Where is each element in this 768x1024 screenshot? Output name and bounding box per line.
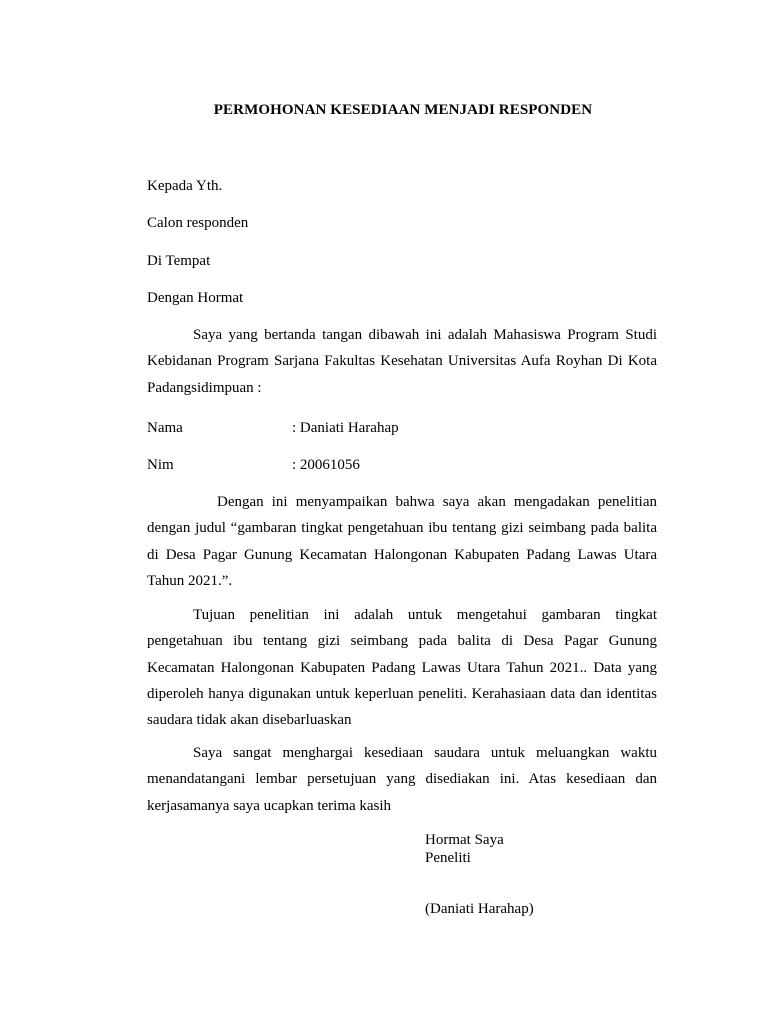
intro-paragraph: Saya yang bertanda tangan dibawah ini adalah Mahasiswa Program Studi Kebidanan Program Sarjana Fakultas Kesehatan Universitas Aufa Royhan Di Kota Padangsidimpuan : [147, 327, 657, 396]
field-value-nama: : Daniati Harahap [292, 420, 399, 436]
address-to: Kepada Yth. [147, 178, 223, 194]
thanks-paragraph: Saya sangat menghargai kesediaan saudara untuk meluangkan waktu menandatangani lembar persetujuan yang disediakan ini. Atas kesediaan dan kerjasamanya saya ucapkan terima kasih [147, 745, 657, 814]
field-value-nim: : 20061056 [292, 457, 360, 473]
document-title: PERMOHONAN KESEDIAAN MENJADI RESPONDEN [213, 102, 593, 118]
signature-closing: Hormat Saya [425, 832, 504, 848]
purpose-paragraph: Tujuan penelitian ini adalah untuk mengetahui gambaran tingkat pengetahuan ibu tentang gizi seimbang pada balita di Desa Pagar Gunung Kecamatan Halongonan Kabupaten Padang Lawas Utara Tahun 2021.. Data yang diperoleh hanya digunakan untuk keperluan peneliti. Kerahasiaan data dan identitas saudara tidak akan disebarluaskan [147, 607, 657, 729]
address-recipient: Calon responden [147, 215, 249, 231]
address-place: Di Tempat [147, 253, 211, 269]
field-label-nim: Nim [147, 457, 174, 473]
signature-name: (Daniati Harahap) [425, 901, 534, 917]
field-label-nama: Nama [147, 420, 183, 436]
greeting: Dengan Hormat [147, 290, 244, 306]
signature-role: Peneliti [425, 850, 471, 866]
research-paragraph: Dengan ini menyampaikan bahwa saya akan mengadakan penelitian dengan judul “gambaran tingkat pengetahuan ibu tentang gizi seimbang pada balita di Desa Pagar Gunung Kecamatan Halongonan Kabupaten Padang Lawas Utara Tahun 2021.”. [147, 494, 657, 589]
